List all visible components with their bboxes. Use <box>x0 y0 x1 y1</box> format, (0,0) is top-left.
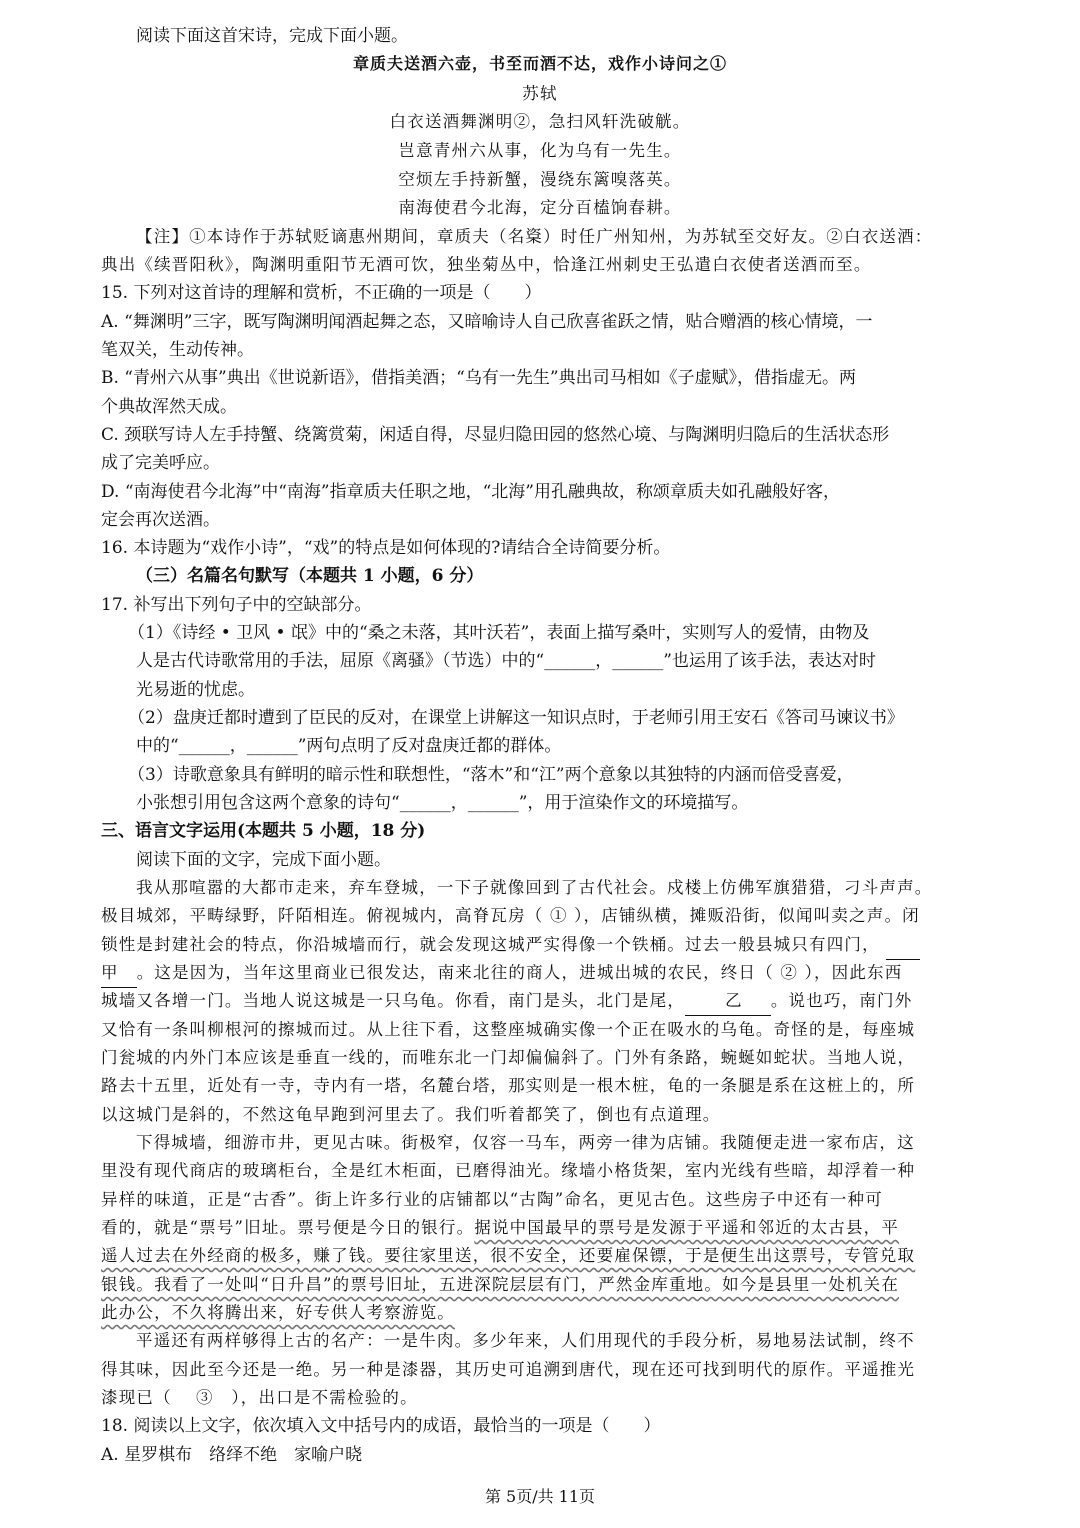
q17-part-2: （2）盘庚迁都时遭到了臣民的反对，在课堂上讲解这一知识点时，于老师引用王安石《答司马谏议书》 <box>128 708 904 728</box>
q15-option-a: 笔双关，生动传神。 <box>101 340 254 360</box>
question-15-stem: 15. 下列对这首诗的理解和赏析，不正确的一项是（ ） <box>101 283 542 303</box>
question-16: 16. 本诗题为“戏作小诗”，“戏”的特点是如何体现的?请结合全诗简要分析。 <box>101 538 671 558</box>
q15-option-c: 成了完美呼应。 <box>101 453 220 473</box>
q15-option-d: 定会再次送酒。 <box>101 510 220 530</box>
passage-line: 我从那喧嚣的大都市走来，弃车登城，一下子就像回到了古代社会。戍楼上仿佛军旗猎猎，刁斗声声。 <box>136 878 933 897</box>
passage-line: 遥人过去在外经商的极多，赚了钱。要往家里送，很不安全，还要雇保镖，于是便生出这票号，专管兑取 <box>101 1246 916 1265</box>
passage-line: 异样的味道，正是“古香”。街上许多行业的店铺都以“古陶”命名，更见古色。这些房子中还有一种可 <box>101 1190 883 1209</box>
passage-line: 平遥还有两样够得上古的名产：一是牛肉。多少年来，人们用现代的手段分析，易地易法试制，终不 <box>136 1331 915 1350</box>
question-18-stem: 18. 阅读以上文字，依次填入文中括号内的成语，最恰当的一项是（ ） <box>101 1416 661 1436</box>
passage-line: 城墙又各增一门。当地人说这城是一只乌龟。你看，南门是头，北门是尾， 乙 。说也巧，南门外 <box>101 987 912 1016</box>
passage-line: 此办公，不久将腾出来，好专供人考察游览。 <box>101 1303 455 1322</box>
q18-option-a: A. 星罗棋布 络绎不绝 家喻户晓 <box>101 1445 363 1465</box>
q15-option-b: B. “青州六从事”典出《世说新语》，借指美酒；“乌有一先生”典出司马相如《子虚赋》，借指虚无。两 <box>101 368 857 388</box>
poem-note: 典出《续晋阳秋》，陶渊明重阳节无酒可饮，独坐菊丛中，恰逢江州刺史王弘遣白衣使者送酒而至。 <box>101 255 872 274</box>
poem-note: 【注】①本诗作于苏轼贬谪惠州期间，章质夫（名楶）时任广州知州，为苏轼至交好友。②白衣送酒： <box>136 227 933 246</box>
passage-line: 漆现已（ ③ ），出口是不需检验的。 <box>101 1388 418 1407</box>
blank-yi: 乙 <box>685 987 771 1016</box>
page-footer: 第 5页/共 11页 <box>484 1487 596 1506</box>
passage-line: 看的，就是“票号”旧址。票号便是今日的银行。据说中国最早的票号是发源于平遥和邻近的太古县，平 <box>101 1218 900 1237</box>
q15-option-d: D. “南海使君今北海”中“南海”指章质夫任职之地，“北海”用孔融典故，称颂章质夫如孔融般好客， <box>101 482 840 502</box>
passage-line: 甲 。这是因为，当年这里商业已很发达，南来北往的商人，进城出城的农民，终日（ ② ），因此东西 <box>101 959 902 988</box>
passage-line: 极目城郊，平畴绿野，阡陌相连。俯视城内，高脊瓦房（ ① ），店铺纵横，摊贩沿街，似闻叫卖之声。闭 <box>101 906 920 925</box>
passage-line: 得其味，因此至今还是一绝。另一种是漆器，其历史可追溯到唐代，现在还可找到明代的原作。平遥推光 <box>101 1360 916 1379</box>
q15-option-b: 个典故浑然天成。 <box>101 397 237 417</box>
poem-title: 章质夫送酒六壶，书至而酒不达，戏作小诗问之① <box>352 54 727 73</box>
q17-part-1: 人是古代诗歌常用的手法，屈原《离骚》（节选）中的“______，______”也运用了该手法，表达对时 <box>136 651 876 671</box>
poem-intro: 阅读下面这首宋诗，完成下面小题。 <box>136 26 408 46</box>
poem-line: 南海使君今北海，定分百榼饷春耕。 <box>398 198 682 217</box>
passage-line: 里没有现代商店的玻璃柜台，全是红木柜面，已磨得油光。缘墙小格货架，室内光线有些暗，却浮着一种 <box>101 1161 916 1180</box>
q15-option-c: C. 颈联写诗人左手持蟹、绕篱赏菊，闲适自得，尽显归隐田园的悠然心境、与陶渊明归隐后的生活状态形 <box>101 425 890 445</box>
passage-line: 下得城墙，细游市井，更见古味。街极窄，仅容一马车，两旁一律为店铺。我随便走进一家布店，这 <box>136 1133 915 1152</box>
q17-part-1: 光易逝的忧虑。 <box>136 680 255 700</box>
passage-line: 又恰有一条叫柳根河的擦城而过。从上往下看，这整座城确实像一个正在吸水的乌龟。奇怪的是，每座城 <box>101 1020 916 1039</box>
q17-part-1: （1）《诗经 • 卫风 • 氓》中的“桑之未落，其叶沃若”，表面上描写桑叶，实则写人的爱情，由物及 <box>128 623 870 643</box>
blank-jia: 甲 <box>101 959 137 988</box>
poem-line: 空烦左手持新蟹，漫绕东篱嗅落英。 <box>398 170 682 189</box>
q17-part-3: 小张想引用包含这两个意象的诗句“______，______”，用于渲染作文的环境描写。 <box>136 793 749 813</box>
question-17-stem: 17. 补写出下列句子中的空缺部分。 <box>101 595 372 615</box>
part-heading: 三、语言文字运用(本题共 5 小题，18 分) <box>101 821 426 841</box>
passage-line: 锁性是封建社会的特点，你沿城墙而行，就会发现这城严实得像一个铁桶。过去一般县城只有四门， <box>101 931 920 960</box>
poem-line: 白衣送酒舞渊明②，急扫风轩洗破觥。 <box>389 112 691 131</box>
section-heading: （三）名篇名句默写（本题共 1 小题，6 分） <box>136 566 484 586</box>
poem-author: 苏轼 <box>522 84 558 103</box>
q17-part-2: 中的“______，______”两句点明了反对盘庚迁都的群体。 <box>136 736 562 756</box>
wavy-underlined-text: 据说中国最早的票号是发源于平遥和邻近的太古县，平 <box>474 1218 900 1237</box>
passage-line: 路去十五里，近处有一寺，寺内有一塔，名麓台塔，那实则是一根木桩，龟的一条腿是系在这桩上的，所 <box>101 1076 916 1095</box>
passage-intro: 阅读下面的文字，完成下面小题。 <box>136 850 391 870</box>
q15-option-a: A. “舞渊明”三字，既写陶渊明闻酒起舞之态，又暗喻诗人自己欣喜雀跃之情，贴合赠酒的核心情境，一 <box>101 312 873 332</box>
passage-line: 门瓮城的内外门本应该是垂直一线的，而唯东北一门却偏偏斜了。门外有条路，蜿蜒如蛇状。当地人说， <box>101 1048 916 1067</box>
passage-line: 银钱。我看了一处叫“日升昌”的票号旧址，五进深院层层有门，严然金库重地。如今是县里一处机关在 <box>101 1275 900 1294</box>
q17-part-3: （3）诗歌意象具有鲜明的暗示性和联想性，“落木”和“江”两个意象以其独特的内涵而倍受喜爱， <box>128 765 854 785</box>
passage-line: 以这城门是斜的，不然这龟早跑到河里去了。我们听着都笑了，倒也有点道理。 <box>101 1105 721 1124</box>
poem-line: 岂意青州六从事，化为乌有一先生。 <box>398 141 682 160</box>
blank-line <box>886 931 920 960</box>
